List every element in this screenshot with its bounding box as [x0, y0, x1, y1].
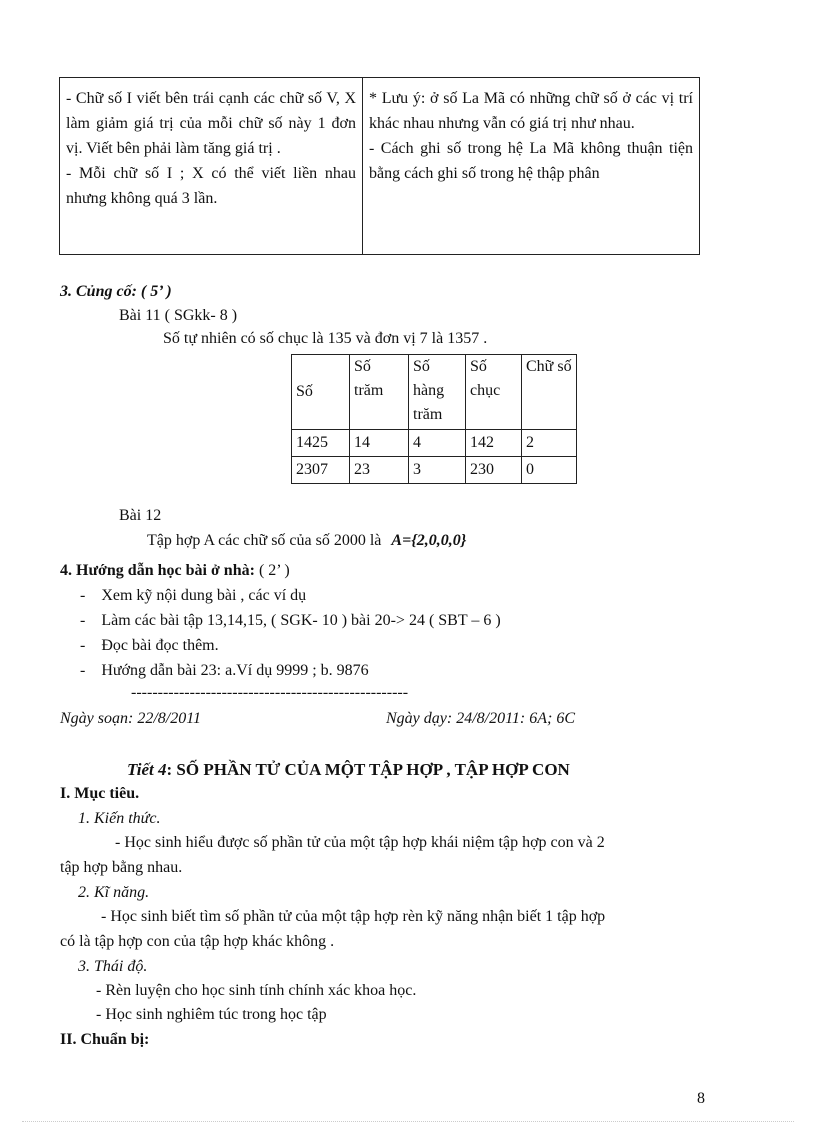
bullet: - [80, 612, 86, 629]
ngay-day: Ngày dạy: 24/8/2011: 6A; 6C [386, 710, 576, 727]
list-item-text: Làm các bài tập 13,14,15, ( SGK- 10 ) bài 20-> 24 ( SBT – 6 ) [101, 612, 501, 629]
table-cell: 230 [466, 457, 522, 484]
bai12-label: Bài 12 [119, 507, 162, 524]
kien-thuc-heading: 1. Kiến thức. [78, 810, 161, 827]
bai12-formula: A={2,0,0,0} [391, 532, 467, 549]
list-item [80, 637, 219, 655]
lesson-number: Tiết 4 [127, 760, 167, 779]
footer-divider [22, 1121, 794, 1122]
ki-nang-line: - Học sinh biết tìm số phần tử của một tập hợp rèn kỹ năng nhận biết 1 tập hợp [101, 908, 606, 925]
page-number: 8 [697, 1090, 705, 1107]
ngay-soan: Ngày soạn: 22/8/2011 [60, 710, 202, 727]
table-cell: 2 [522, 430, 577, 457]
table-cell: 1425 [292, 430, 350, 457]
bai12-sentence: Tập hợp A các chữ số của số 2000 là [147, 532, 382, 549]
separator-line: ---------------------------------------------------- [131, 684, 409, 701]
table-cell: 14 [350, 430, 409, 457]
bai12-text [147, 532, 466, 550]
huong-dan-title: 4. Hướng dẫn học bài ở nhà: [60, 562, 255, 579]
table-header: Số chục [466, 355, 522, 430]
bullet: - [80, 662, 86, 679]
notes-table [59, 77, 700, 255]
list-item [80, 587, 306, 605]
table-cell: 142 [466, 430, 522, 457]
note-text: * Lưu ý: ở số La Mã có những chữ số ở các vị trí khác nhau nhưng vẫn có giá trị như nhau. [369, 90, 693, 132]
table-cell: 0 [522, 457, 577, 484]
table-header: Số trăm [350, 355, 409, 430]
list-item-text: Hướng dẫn bài 23: a.Ví dụ 9999 ; b. 9876 [101, 662, 369, 679]
muc-tieu-heading: I. Mục tiêu. [60, 785, 140, 802]
left-notes-cell [60, 78, 363, 255]
kien-thuc-line: - Học sinh hiểu được số phần tử của một tập hợp khái niệm tập hợp con và 2 [115, 834, 605, 851]
bai11-label: Bài 11 ( SGkk- 8 ) [119, 307, 238, 324]
note-text: - Cách ghi số trong hệ La Mã không thuận tiện bằng cách ghi số trong hệ thập phân [369, 140, 693, 182]
bullet: - [80, 587, 86, 604]
table-row [292, 457, 577, 484]
list-item [80, 612, 501, 630]
list-item-text: Đọc bài đọc thêm. [101, 637, 219, 654]
table-header: Số hàng trăm [409, 355, 466, 430]
right-notes-cell [363, 78, 700, 255]
note-text: - Chữ số I viết bên trái cạnh các chữ số V, X làm giảm giá trị của mỗi chữ số này 1 đơn vị. Viết bên phải làm tăng giá trị . [66, 90, 356, 157]
number-table [291, 354, 577, 484]
huong-dan-time: ( 2’ ) [258, 562, 290, 579]
huong-dan-heading [60, 562, 290, 580]
table-cell: 23 [350, 457, 409, 484]
table-cell: 3 [409, 457, 466, 484]
table-cell: 4 [409, 430, 466, 457]
bullet: - [80, 637, 86, 654]
lesson-title [127, 760, 570, 780]
cung-co-heading: 3. Củng cố: ( 5’ ) [60, 283, 172, 300]
thai-do-heading: 3. Thái độ. [78, 958, 148, 975]
kien-thuc-line: tập hợp bằng nhau. [60, 859, 183, 876]
bai11-text: Số tự nhiên có số chục là 135 và đơn vị 7 là 1357 . [163, 330, 488, 347]
ki-nang-heading: 2. Kĩ năng. [78, 884, 150, 901]
table-header: Chữ số [522, 355, 577, 430]
thai-do-line: - Học sinh nghiêm túc trong học tập [96, 1006, 327, 1023]
thai-do-line: - Rèn luyện cho học sinh tính chính xác khoa học. [96, 982, 417, 999]
table-cell: 2307 [292, 457, 350, 484]
ki-nang-line: có là tập hợp con của tập hợp khác không . [60, 933, 335, 950]
list-item [80, 662, 369, 680]
list-item-text: Xem kỹ nội dung bài , các ví dụ [101, 587, 307, 604]
note-text: - Mỗi chữ số I ; X có thể viết liền nhau nhưng không quá 3 lần. [66, 165, 356, 207]
lesson-title-text: : SỐ PHẦN TỬ CỦA MỘT TẬP HỢP , TẬP HỢP CON [166, 760, 570, 779]
table-row [292, 430, 577, 457]
chuan-bi-heading: II. Chuẩn bị: [60, 1031, 150, 1048]
table-header: Số [292, 355, 350, 430]
